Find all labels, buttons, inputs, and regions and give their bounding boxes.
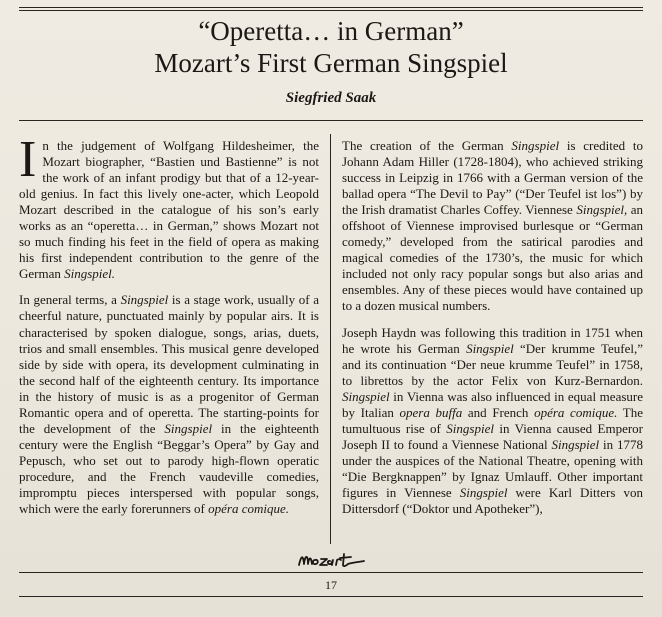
paragraph-haydn: Joseph Haydn was following this tradition in 1751 when he wrote his German Singspiel “Der krumme Teufel,” and its continuation “Der neue krumme Teufel” in 1758, to librettos by the actor Felix von Kurz-Bernardon. Singspiel in Vienna was also influenced in equal measure by Italian opera buffa and French opéra comique. The tumultuous rise of Singspiel in Vienna caused Emperor Joseph II to found a Viennese National Singspiel in 1778 under the auspices of the National Theatre, opening with “Die Bergknappen” by Ignaz Umlauff. Other important figures in Viennese Singspiel were Karl Ditters von Dittersdorf (“Doktor und Apotheker”), — [342, 324, 643, 517]
drop-cap: I — [19, 131, 37, 188]
top-rule — [19, 7, 643, 8]
footer-rule-bottom — [19, 596, 643, 597]
column-divider — [330, 134, 331, 544]
mozart-signature-logo — [296, 548, 366, 570]
author-name: Siegfried Saak — [285, 90, 377, 106]
title-line-1: “Operetta… in German” — [198, 16, 464, 46]
paragraph-intro: In the judgement of Wolfgang Hildesheimer, the Mozart biographer, “Bastien und Bastienne” is not the work of an infant prodigy but that of a 12-year-old genius. In fact this lively one-acter, which Leopold Mozart described in the catalogue of his son’s early works as an “operetta… in German,” shows Mozart not so much finding his feet in the field of opera as making his first independent contribution to the genre of the German Singspiel. — [19, 131, 319, 282]
footer-rule — [19, 572, 643, 573]
page-number: 17 — [325, 578, 337, 592]
paragraph-hiller: The creation of the German Singspiel is credited to Johann Adam Hiller (1728-1804), who achieved striking success in Leipzig in 1766 with a German version of the ballad opera “The Devil to Pay” (“Der Teufel ist los”) by the Irish dramatist Charles Coffey. Viennese Singspiel, an offshoot of Viennese improvised burlesque or “German comedy,” developed from the satirical parodies and magical comedies of the 1730’s, the music for which included not only racy popular songs but also arias and ensembles. Any of these pieces would have contained up to a dozen musical numbers. — [342, 138, 644, 314]
header-rule — [19, 120, 643, 121]
left-column — [19, 131, 319, 527]
top-rule-inner — [19, 10, 643, 11]
right-column — [342, 138, 643, 527]
paragraph-definition: In general terms, a Singspiel is a stage work, usually of a cheerful nature, punctuated mainly by popular airs. It is characterised by spoken dialogue, songs, arias, duets, trios and small ensembles. This musical genre developed side by side with opera, its development culminating in the second half of the eighteenth century. Its importance in the history of music is as a progenitor of German Romantic opera and of operetta. The starting-points for the development of the Singspiel in the eighteenth century were the English “Beggar’s Opera” by Gay and Pepusch, who set out to parody high-flown operatic procedure, and the French vaudeville comedies, impromptu pieces interspersed with popular songs, which were the early forerunners of opéra comique. — [19, 292, 319, 517]
title-line-2: Mozart’s First German Singspiel — [154, 48, 508, 78]
